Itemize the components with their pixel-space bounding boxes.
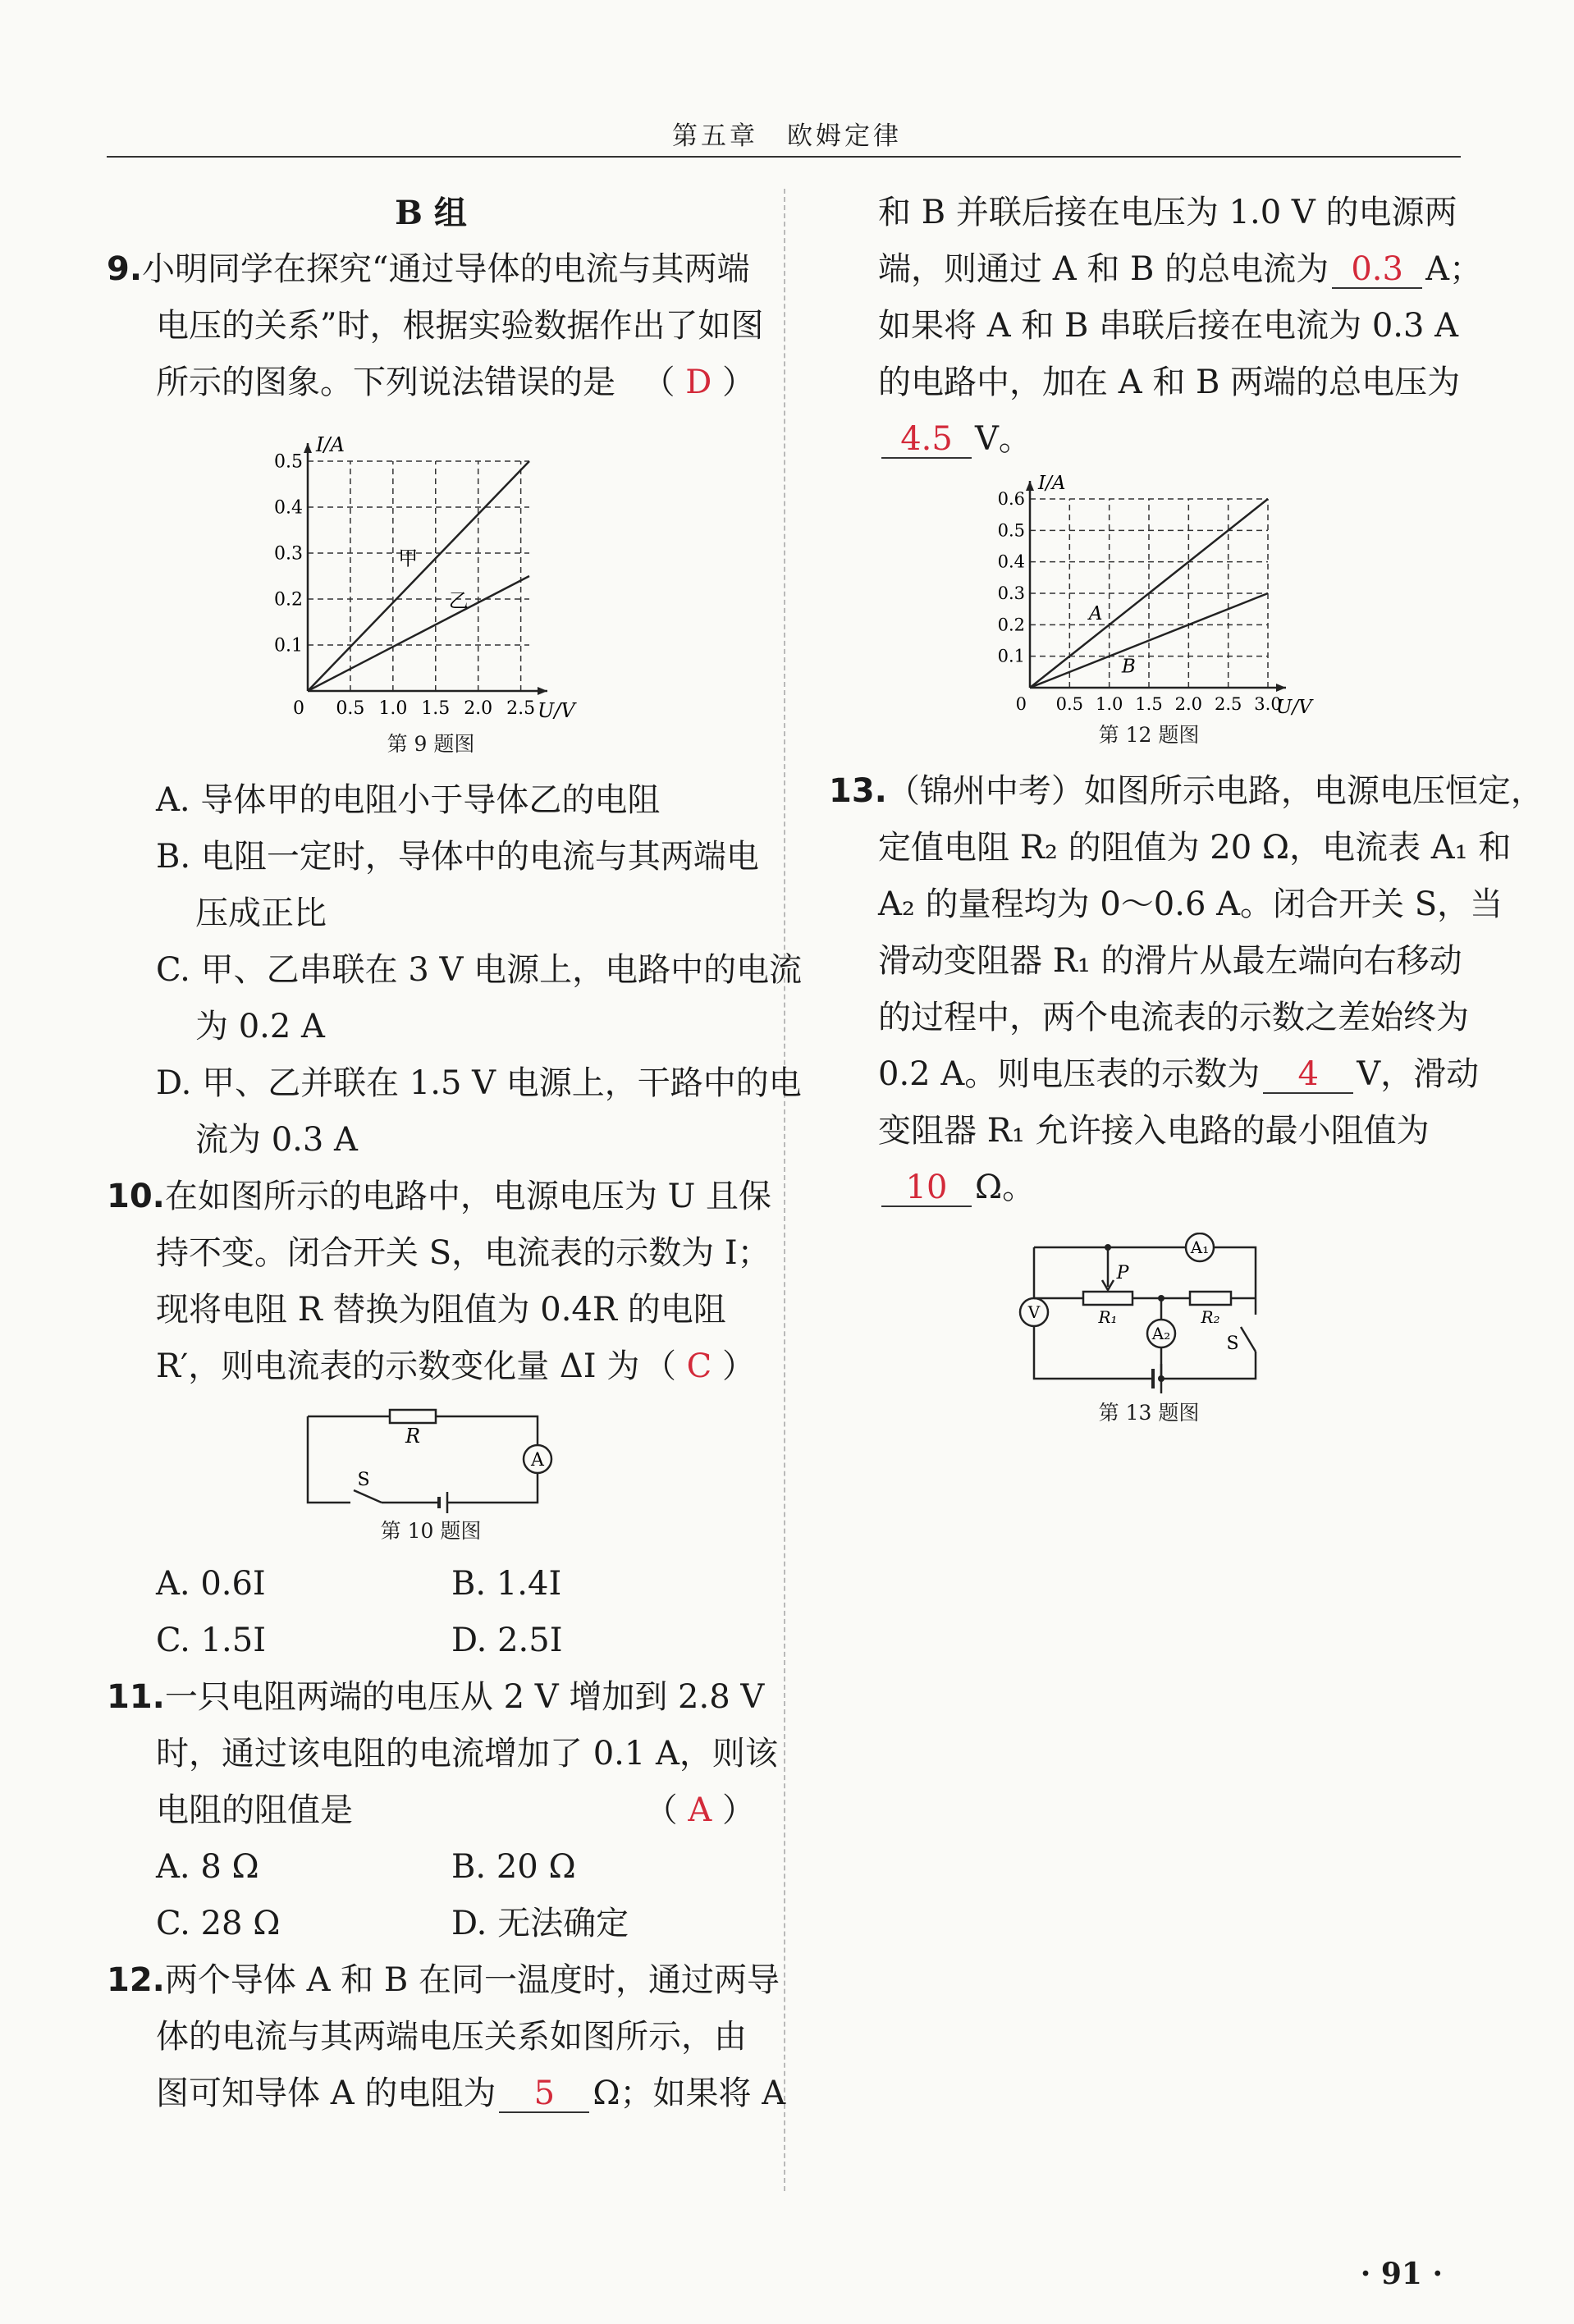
q13-line: 0.2 A。则电压表的示数为 [878,1055,1261,1093]
series-label: 甲 [398,547,419,570]
q13-line: Ω。 [975,1169,1036,1206]
y-axis-arrow [304,443,312,453]
q10-answer-bracket: （ C ） [643,1347,755,1385]
q11-option-a: A. 8 Ω [156,1848,259,1886]
q9-option-b-cont: 压成正比 [195,894,327,932]
series-label: 乙 [448,588,469,612]
origin-label: 0 [293,698,304,719]
resistor-r [390,1410,436,1423]
q10-line: 现将电阻 R 替换为阻值为 0.4R 的电阻 [156,1291,726,1329]
q11-line: 电阻的阻值是 [156,1791,353,1829]
q9-answer: D [685,364,712,401]
x-tick-label: 3.0 [1254,694,1282,714]
q13-line: 变阻器 R₁ 允许接入电路的最小阻值为 [878,1112,1430,1150]
q10-option-b: B. 1.4I [451,1565,562,1603]
q10-caption: 第 10 题图 [380,1519,482,1543]
page-number: · 91 · [1360,2257,1443,2291]
q11-options-row [107,1896,755,1952]
x-axis-label: U/V [1276,697,1312,718]
junction-dot [1158,1375,1164,1382]
series-line-甲 [308,461,529,691]
x-tick-label: 1.0 [1095,694,1123,714]
q12-line: 如果将 A 和 B 串联后接在电流为 0.3 A [878,307,1459,345]
q12-blank-3: 4.5 [881,421,972,459]
y-tick-label: 0.5 [997,520,1025,541]
q13-line: 滑动变阻器 R₁ 的滑片从最左端向右移动 [878,942,1462,980]
junction-dot [1105,1244,1111,1251]
question-11 [107,1669,778,1952]
r-label: R [405,1425,421,1448]
q10-line: R′，则电流表的示数变化量 ΔI 为 [156,1347,640,1385]
y-tick-label: 0.1 [997,646,1025,666]
q12-line: Ω；如果将 A [593,2075,786,2112]
q13-circuit-diagram [1018,1233,1280,1397]
x-tick-label: 2.0 [464,698,493,719]
v-label: V [1027,1302,1041,1322]
y-tick-label: 0.2 [997,615,1025,635]
q11-line: 时，通过该电阻的电流增加了 0.1 A，则该 [156,1735,778,1773]
q11-answer-bracket: （ A ） [644,1791,755,1829]
x-tick-label: 0.5 [1055,694,1084,714]
switch-s [354,1490,382,1503]
question-12 [107,1952,786,2122]
question-9 [107,241,803,1169]
y-axis-label: I/A [316,433,345,456]
q13-line: 定值电阻 R₂ 的阻值为 20 Ω，电流表 A₁ 和 [878,829,1512,867]
q9-number: 9. [107,250,143,288]
ammeter-label: A [531,1450,544,1471]
x-tick-label: 1.5 [421,698,451,719]
y-tick-label: 0.4 [274,497,303,519]
q11-line: 一只电阻两端的电压从 2 V 增加到 2.8 V [164,1678,765,1716]
q13-line: 的过程中，两个电流表的示数之差始终为 [878,999,1469,1036]
q10-option-a: A. 0.6I [156,1565,266,1603]
switch-s [1241,1327,1256,1352]
switch-label: S [357,1470,370,1490]
q12-line: 两个导体 A 和 B 在同一温度时，通过两导 [164,1961,780,1999]
q12-blank-2: 0.3 [1332,251,1422,289]
q12-line: 体的电流与其两端电压关系如图所示，由 [156,2018,747,2056]
q10-answer: C [686,1347,712,1385]
junction-dot [1158,1295,1164,1302]
section-title: B 组 [395,194,467,232]
q12-caption: 第 12 题图 [1098,723,1200,747]
q12-chart [968,473,1329,719]
wire [436,1416,538,1445]
q11-option-b: B. 20 Ω [451,1848,576,1886]
q13-number: 13. [829,772,887,810]
q13-line: A₂ 的量程均为 0～0.6 A。闭合开关 S，当 [878,885,1503,923]
question-13 [829,763,1544,1430]
q10-option-d: D. 2.5I [451,1622,563,1659]
p-label: P [1116,1263,1129,1283]
x-tick-label: 2.5 [1214,694,1242,714]
q12-line: A； [1425,250,1483,288]
q10-options-row [107,1556,755,1613]
y-axis-arrow [1026,481,1034,491]
q13-blank-1: 4 [1263,1056,1353,1094]
resistor-r2 [1190,1292,1231,1305]
q10-number: 10. [107,1178,165,1215]
y-tick-label: 0.5 [274,451,303,473]
q9-option-b: B. 电阻一定时，导体中的电流与其两端电 [156,838,759,876]
left-column [107,185,803,2122]
wire [308,1416,350,1503]
q9-caption: 第 9 题图 [387,732,475,756]
q13-caption: 第 13 题图 [1098,1401,1200,1425]
q10-options-row [107,1613,755,1669]
q13-line: （锦州中考）如图所示电路，电源电压恒定， [886,772,1544,810]
x-axis-arrow [1276,684,1286,692]
q9-option-d: D. 甲、乙并联在 1.5 V 电源上，干路中的电 [156,1064,802,1102]
q12-line: 的电路中，加在 A 和 B 两端的总电压为 [878,364,1461,401]
q9-line: 所示的图象。下列说法错误的是 [156,364,615,401]
r2-label: R₂ [1201,1307,1220,1327]
y-tick-label: 0.2 [274,589,303,611]
q10-circuit-diagram [300,1400,562,1515]
s-label: S [1226,1334,1239,1354]
x-tick-label: 2.0 [1174,694,1203,714]
q9-options [107,772,803,1169]
x-axis-label: U/V [538,699,575,722]
right-column [829,185,1544,1430]
q10-line: 在如图所示的电路中，电源电压为 U 且保 [164,1178,771,1215]
q9-line: 电压的关系”时，根据实验数据作出了如图 [156,307,764,345]
q9-option-d-cont: 流为 0.3 A [195,1121,358,1159]
q9-line: 小明同学在探究“通过导体的电流与其两端 [142,250,750,288]
y-tick-label: 0.1 [274,635,303,656]
q13-blank-2: 10 [881,1169,972,1207]
q12-line: 和 B 并联后接在电压为 1.0 V 的电源两 [878,194,1457,231]
x-tick-label: 2.5 [506,698,536,719]
x-axis-arrow [538,687,547,695]
wire [1034,1326,1153,1379]
wire [1161,1352,1256,1379]
q11-number: 11. [107,1678,165,1716]
q9-option-a: A. 导体甲的电阻小于导体乙的电阻 [156,781,661,819]
y-tick-label: 0.4 [997,551,1025,572]
origin-label: 0 [1015,694,1027,714]
q11-option-c: C. 28 Ω [156,1905,281,1942]
rheostat-r1 [1083,1292,1132,1305]
q11-option-d: D. 无法确定 [451,1905,629,1942]
q13-line: V，滑动 [1357,1055,1480,1093]
q12-line: 端，则通过 A 和 B 的总电流为 [878,250,1329,288]
chapter-header: 第五章 欧姆定律 [672,121,902,151]
q9-option-c-cont: 为 0.2 A [195,1008,325,1045]
wire [447,1473,538,1503]
series-line-乙 [308,576,529,691]
series-label: B [1121,656,1136,678]
x-tick-label: 0.5 [336,698,365,719]
q12-line: V。 [975,420,1032,458]
q9-option-c: C. 甲、乙串联在 3 V 电源上，电路中的电流 [156,951,803,989]
a1-label: A₁ [1190,1237,1210,1257]
q11-answer: A [688,1791,712,1829]
question-10 [107,1169,771,1669]
series-label: A [1088,603,1103,625]
header-divider [107,156,1461,158]
q10-line: 持不变。闭合开关 S，电流表的示数为 I； [156,1234,771,1272]
q9-answer-bracket: （ D ） [642,364,755,401]
y-tick-label: 0.3 [274,543,303,565]
y-tick-label: 0.3 [997,583,1025,603]
q12-number: 12. [107,1961,165,1999]
y-tick-label: 0.6 [997,489,1025,509]
column-divider [784,189,785,2191]
q11-options-row [107,1839,755,1896]
x-tick-label: 1.0 [378,698,408,719]
q10-option-c: C. 1.5I [156,1622,267,1659]
a2-label: A₂ [1151,1324,1171,1343]
q9-chart [259,416,603,728]
x-tick-label: 1.5 [1135,694,1163,714]
y-axis-label: I/A [1038,473,1066,494]
q12-blank-1: 5 [499,2075,589,2113]
r1-label: R₁ [1098,1307,1118,1327]
q12-line: 图可知导体 A 的电阻为 [156,2075,496,2112]
